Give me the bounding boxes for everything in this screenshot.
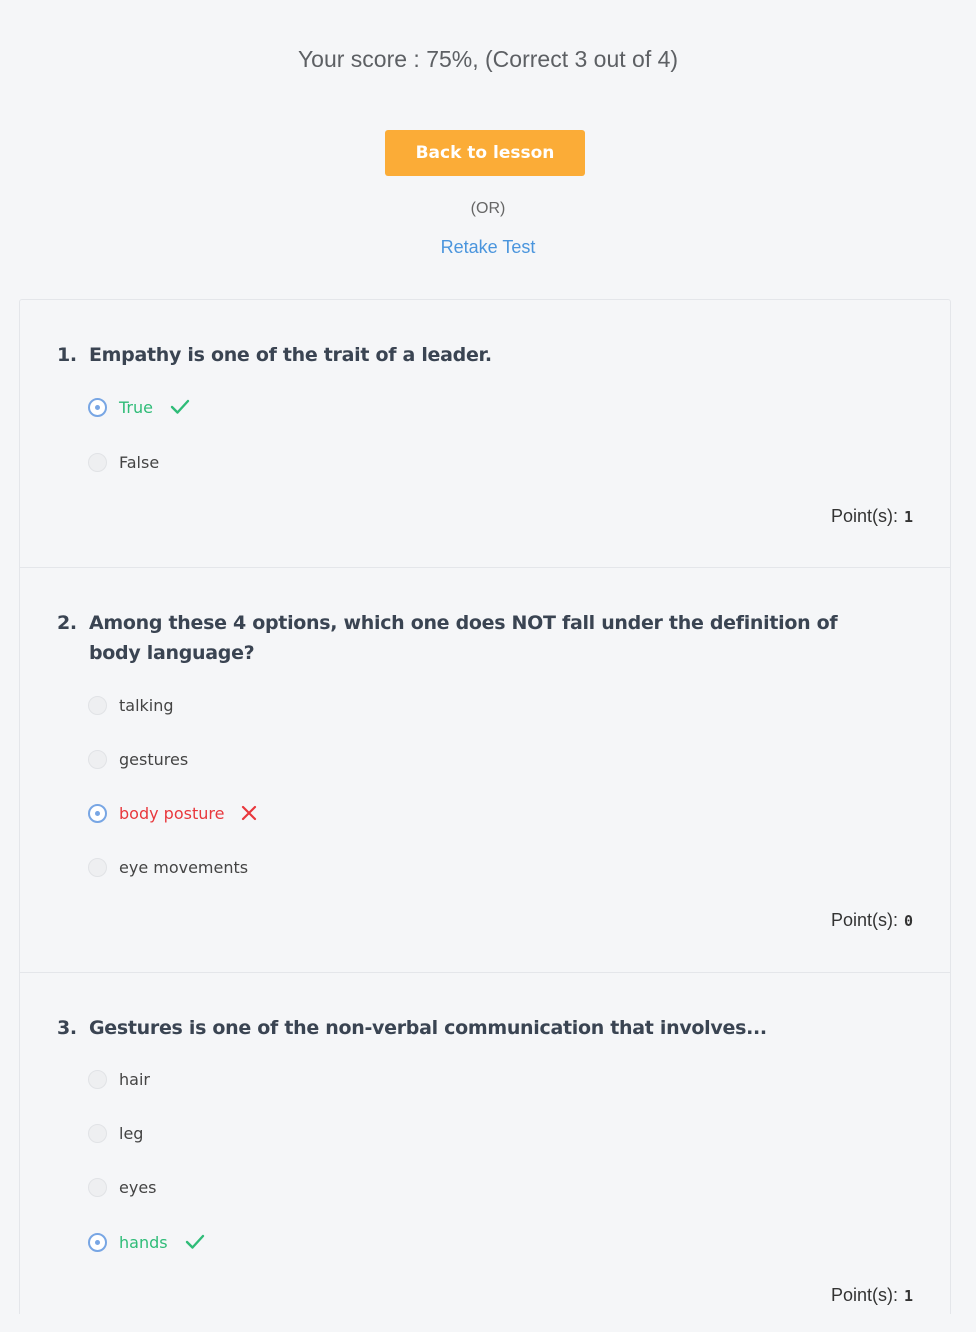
option-label: body posture [119,803,225,823]
option-hair[interactable] [88,1067,150,1091]
points-label: Point(s): [830,910,898,930]
radio-button[interactable] [88,1124,107,1143]
radio-button[interactable] [88,858,107,877]
option-gestures[interactable] [88,747,188,771]
question-card-3 [19,972,951,1314]
option-label: gestures [119,749,189,769]
option-label: hair [119,1069,150,1089]
question-text: Gestures is one of the non-verbal communication that involves... [89,1017,767,1039]
question-text: Among these 4 options, which one does NOT fall under the definition of body language? [89,612,838,664]
option-eyes[interactable] [88,1175,157,1199]
question-title [57,608,860,668]
question-title [57,1013,860,1043]
option-body-posture[interactable] [88,801,257,825]
option-true[interactable] [88,395,190,419]
points-display [831,910,913,931]
option-leg[interactable] [88,1121,143,1145]
option-talking[interactable] [88,693,174,717]
question-number: 1. [57,344,77,366]
points-value: 1 [903,508,913,526]
option-label: True [119,397,153,417]
points-label: Point(s): [830,506,898,526]
radio-button[interactable] [88,1178,107,1197]
radio-button[interactable] [88,750,107,769]
radio-button-selected[interactable] [88,804,107,823]
option-label: False [119,452,160,472]
points-display [831,506,913,527]
check-icon [170,399,190,415]
points-display [831,1285,913,1306]
check-icon [185,1234,205,1250]
points-value: 0 [903,912,913,930]
question-text: Empathy is one of the trait of a leader. [89,344,492,366]
radio-button-selected[interactable] [88,1233,107,1252]
score-text: Your score : 75%, (Correct 3 out of 4) [297,46,679,72]
question-number: 2. [57,612,77,634]
retake-test-link[interactable]: Retake Test [440,237,536,257]
option-label: talking [119,695,174,715]
option-label: leg [119,1123,144,1143]
points-label: Point(s): [830,1285,898,1305]
points-value: 1 [903,1287,913,1305]
radio-button[interactable] [88,696,107,715]
option-eye-movements[interactable] [88,855,248,879]
question-card-2 [19,567,951,973]
cross-icon [241,805,257,821]
option-label: eye movements [119,857,249,877]
option-false[interactable] [88,450,159,474]
question-card-1 [19,299,951,568]
question-title [57,340,860,370]
option-hands[interactable] [88,1230,205,1254]
radio-button[interactable] [88,453,107,472]
question-number: 3. [57,1017,77,1039]
radio-button-selected[interactable] [88,398,107,417]
option-label: eyes [119,1177,157,1197]
radio-button[interactable] [88,1070,107,1089]
or-separator: (OR) [470,200,506,217]
option-label: hands [119,1232,168,1252]
back-to-lesson-button[interactable]: Back to lesson [385,130,585,176]
